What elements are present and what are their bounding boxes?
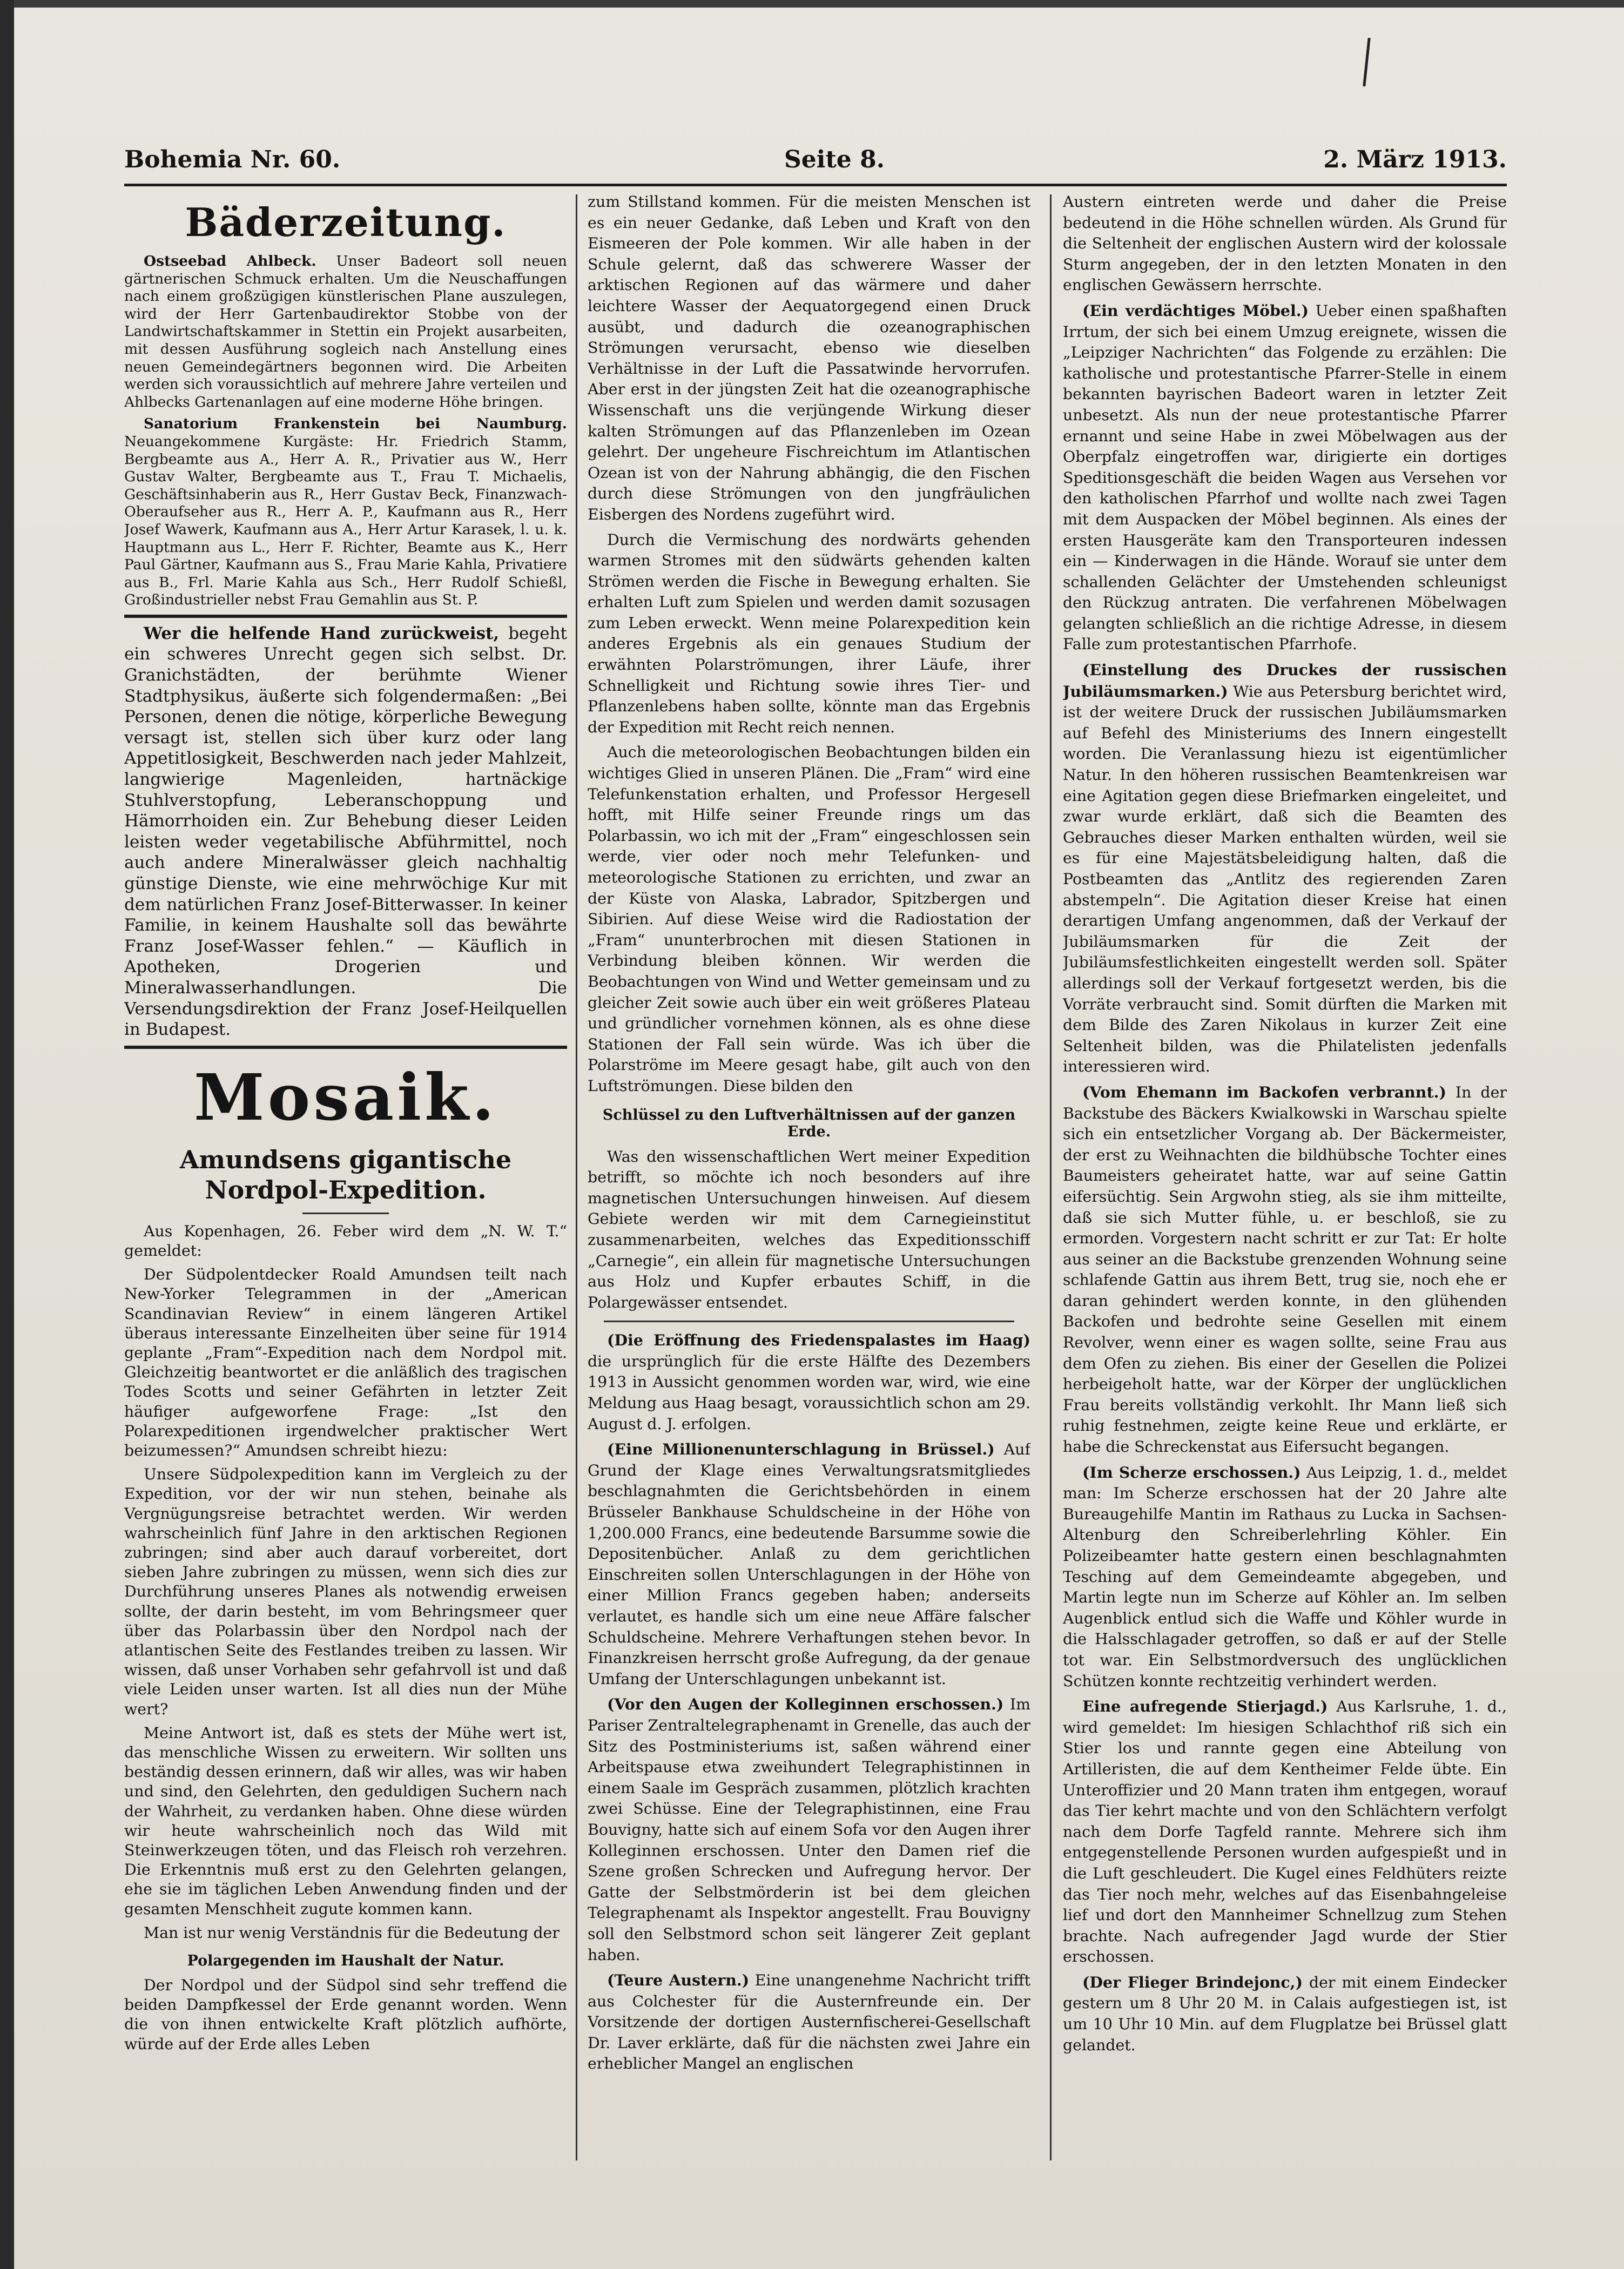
section-divider [124,615,567,618]
item-text: die ursprünglich für die erste Hälfte des Dezembers 1913 in Aussicht genommen worden war, wird, wie eine Meldung aus Haag besagt, voraussichtlich schon am 29. August d. J. erfolgen. [588,1352,1030,1433]
ad-text: begeht ein schweres Unrecht gegen sich selbst. Dr. Granichstädten, der berühmte Wiener Stadtphysikus, äußerte sich folgendermaßen: „Bei Personen, denen die nötige, körperliche Bewegung versagt ist, stellen sich über kurz oder lang Appetitlosigkeit, Beschwerden nach jeder Mahlzeit, langwierige Magenleiden, hartnäckige Stuhlverstopfung, Leberanschoppung und Hämorrhoiden ein. Zur Behebung dieser Leiden leisten weder vegetabilische Abführmittel, noch auch andere Mineralwässer gleich nachhaltig günstige Dienste, wie eine mehrwöchige Kur mit dem natürlichen Franz Josef-Bitterwasser. In keiner Familie, in keinem Haushalte soll das bewährte Franz Josef-Wasser fehlen.“ — Käuflich in Apotheken, Drogerien und Mineralwasserhandlungen. Die Versendungsdirektion der Franz Josef-Heilquellen in Budapest. [124,623,567,1040]
item-keyword: (Ein verdächtiges Möbel.) [1082,301,1309,320]
subheading: Polargegenden im Haushalt der Natur. [187,1952,504,1970]
article-paragraph: zum Stillstand kommen. Für die meisten Menschen ist es ein neuer Gedanke, daß Leben und Kraft von den Eismeeren der Pole kommen. Wir alle haben in der Schule gelernt, daß das schwerere Wasser der arktischen Regionen auf das wärmere und daher leichtere Wasser der Aequatorgegend einen Druck ausübt, und dadurch die ozeanographischen Strömungen verursacht, ebenso wie dieselben Verhältnisse in der Luft die Passatwinde hervorrufen. Aber erst in der jüngsten Zeit hat die ozeanographische Wissenschaft uns die verjüngende Wirkung dieser kalten Strömungen auf das Pflanzenleben im Ozean gelehrt. Der ungeheure Fischreichtum im Atlantischen Ozean ist von der Nahrung abhängig, die den Fischen durch diese Strömungen von den jungfräulichen Eisbergen des Nordens zugeführt wird. [588,193,1030,523]
item-text: Im Pariser Zentraltelegraphenamt in Grenelle, das auch der Sitz des Postministeriums ist, saßen während einer Arbeitspause etwa zweihundert Telegraphistinnen in einem Saale im Gespräch zusammen, plötzlich krachten zwei Schüsse. Eine der Telegraphistinnen, eine Frau Bouvigny, hatte sich auf einem Sofa vor den Augen ihrer Kolleginnen erschossen. Unter den Damen rief die Szene großen Schrecken und Aufregung hervor. Der Gatte der Selbstmörderin ist bei dem gleichen Telegraphenamt als Inspektor angestellt. Frau Bouvigny soll den Selbstmord schon seit längerer Zeit geplant haben. [588,1695,1030,1964]
newspaper-issue: Bohemia Nr. 60. [124,146,341,173]
item-keyword: (Im Scherze erschossen.) [1082,1463,1301,1482]
news-item [1063,1462,1507,1692]
news-item [1063,1082,1507,1458]
scan-edge-top [0,0,1624,8]
item-keyword: Sanatorium Frankenstein bei Naumburg. [144,415,567,433]
article-paragraph: Meine Antwort ist, daß es stets der Mühe wert ist, das menschliche Wissen zu erweitern. Wir sollten uns beständig dessen erinnern, daß wir alles, was wir haben und sind, den Gelehrten, den geduldigen Suchern nach der Wahrheit, zu verdanken haben. Ohne diese würden wir heute wahrscheinlich noch das Wild mit Steinwerkzeugen töten, und das Fleisch roh verzehren. Die Erkenntnis muß erst zu den Gelehrten gelangen, ehe sie im täglichen Leben Anwendung finden und der gesamten Menschheit zugute kommen kann. [124,1723,567,1918]
article-paragraph: Aus Kopenhagen, 26. Feber wird dem „N. W. T.“ gemeldet: [124,1222,567,1260]
article-paragraph: Man ist nur wenig Verständnis für die Bedeutung der [144,1923,560,1942]
news-item [124,253,567,411]
news-item [588,1330,1030,1435]
section-title: Bäderzeitung. [185,199,507,245]
column-rule [1050,194,1052,2160]
item-keyword: (Teure Austern.) [607,1971,750,1990]
column-1 [124,192,567,2179]
article-paragraph: Auch die meteorologischen Beobachtungen bilden ein wichtiges Glied in unseren Plänen. Die „Fram“ wird eine Telefunkenstation erhalten, und Professor Hergesell hofft, mit Hilfe seiner Freunde rings um das Polarbassin, wo ich mit der „Fram“ eingeschlossen sein werde, vier oder noch mehr Telefunken- und meteorologische Stationen zu errichten, und zwar an der Küste von Alaska, Labrador, Spitzbergen und Sibirien. Auf diese Weise wird die Radiostation der „Fram“ ununterbrochen mit diesen Stationen in Verbindung bleiben können. Wir werden die Beobachtungen von Wind und Wetter gemeinsam und zu gleicher Zeit sowie auch über ein weit größeres Plateau und gründlicher vornehmen können, als es ohne diese Stationen der Fall sein würde. Was ich über die Polarströme im Meere gesagt habe, gilt auch von den Luftströmungen. Diese bilden den [588,743,1030,1095]
item-keyword: Eine aufregende Stierjagd.) [1082,1697,1328,1716]
article-headline: Amundsens gigantische Nordpol-Expedition. [179,1144,512,1204]
news-item [588,1694,1030,1965]
news-item [588,1970,1030,2075]
item-text: Wie aus Petersburg berichtet wird, ist der weitere Druck der russischen Jubiläumsmarken auf Befehl des Ministeriums des Innern eingestellt worden. Die Veranlassung hiezu ist eigentümlicher Natur. In den höheren russischen Beamtenkreisen war eine Agitation gegen diese Briefmarken eingeleitet, und zwar wurde erklärt, daß sich die Beamten des Gebrauches dieser Marken enthalten würden, weil sie es für eine Majestätsbeleidigung halten, daß die Postbeamten das „Antlitz des regierenden Zaren abstempeln“. Die Agitation dieser Kreise hat einen derartigen Umfang angenommen, daß der Verkauf der Jubiläumsmarken für die Zeit der Jubiläumsfestlichkeiten eingestellt werden soll. Später allerdings soll der Verkauf fortgesetzt werden, bis die Vorräte verbraucht sind. Somit dürften die Marken mit dem Bilde des Zaren Nikolaus in kurzer Zeit eine Seltenheit bilden, was die Philatelisten jedenfalls interessieren wird. [1063,682,1507,1076]
column-3 [1063,192,1507,2179]
section-title: Mosaik. [194,1059,497,1135]
pen-mark [1363,38,1370,86]
item-text: der mit einem Eindecker gestern um 8 Uhr 20 M. in Calais aufgestiegen ist, ist um 10 Uhr 10 Min. auf dem Flugplatze bei Brüssel glatt gelandet. [1063,1973,1507,2054]
news-item [1063,1696,1507,1968]
article-paragraph: Durch die Vermischung des nordwärts gehenden warmen Stromes mit den südwärts gehenden kalten Strömen werden die Fische in Bewegung erhalten. Sie erhalten Luft zum Spielen und werden damit sozusagen zum Leben erweckt. Wenn meine Polarexpedition kein anderes Ergebnis als ein genaues Studium der erwähnten Polarströmungen, ihrer Läufe, ihrer Schnelligkeit und Richtung sowie ihres Tier- und Pflanzenlebens haben sollte, könnte man das Ergebnis der Expedition mit Recht reich nennen. [588,530,1030,736]
item-text: Unser Badeort soll neuen gärtnerischen Schmuck erhalten. Um die Neuschaffungen nach einem großzügigen künstlerischen Plane auszulegen, wird der Herr Gartenbaudirektor Stobbe von der Landwirtschaftskammer in Stettin ein Projekt ausarbeiten, mit dessen Ausführung sogleich nach Anstellung eines neuen Gemeindegärtners begonnen wird. Die Arbeiten werden sich voraussichtlich auf mehrere Jahre verteilen und Ahlbecks Gartenanlagen auf eine moderne Höhe bringen. [124,253,567,410]
news-item [1063,1972,1507,2056]
item-keyword: (Eine Millionenunterschlagung in Brüssel.) [607,1440,995,1459]
article-paragraph: Was den wissenschaftlichen Wert meiner Expedition betrifft, so möchte ich noch besonders auf ihre magnetischen Untersuchungen hinweisen. Auf diesem Gebiete werden wir mit dem Carnegieinstitut zusammenarbeiten, welches das Expeditionsschiff „Carnegie“, ein allein für magnetische Untersuchungen aus Holz und Kupfer erbautes Schiff, in die Polargewässer entsendet. [588,1147,1030,1311]
item-text: Eine unangenehme Nachricht trifft aus Colchester für die Austernfreunde ein. Der Vorsitzende der dortigen Austernfischerei-Gesellschaft Dr. Laver erklärte, daß für die nächsten zwei Jahre ein erheblicher Mangel an englischen [588,1971,1030,2073]
news-item [588,1439,1030,1689]
item-keyword: (Der Flieger Brindejonc,) [1082,1972,1303,1991]
page-number: Seite 8. [784,146,885,173]
item-text: Ueber einen spaßhaften Irrtum, der sich bei einem Umzug ereignete, wissen die „Leipziger Nachrichten“ das Folgende zu erzählen: Die katholische und protestantische Pfarrer-Stelle in einem bekannten bayrischen Badeort waren in letzter Zeit unbesetzt. Als nun der neue protestantische Pfarrer ernannt und seine Habe in zwei Möbelwagen aus der Oberpfalz eingetroffen war, dirigierte ein dortiges Speditionsgeschäft die beiden Wagen aus Versehen vor den katholischen Pfarrhof und wollte nach zwei Tagen mit dem Auspacken der Möbel beginnen. Als eines der ersten Hausgeräte kam den Transporteuren indessen ein — Kinderwagen in die Hände. Worauf sie unter dem schallenden Gelächter der Umstehenden schleunigst den Rückzug antraten. Die verfahrenen Möbelwagen gelangten schließlich an die richtige Adresse, in diesem Falle zum protestantischen Pfarrhofe. [1063,301,1507,654]
column-2 [588,192,1030,2179]
headline-rule [302,1213,389,1214]
item-text: Aus Leipzig, 1. d., meldet man: Im Scherze erschossen hat der 20 Jahre alte Bureaugehilfe Mantin im Rathaus zu Lucka in Sachsen-Altenburg den Schreiberlehrling Köhler. Ein Polizeibeamter hatte gestern einen beschlagnahmten Tesching auf dem Gemeindeamte abgegeben, und Martin legte nun im Scherze auf Köhler an. Im selben Augenblick entlud sich die Waffe und Köhler wurde in die Halsschlagader getroffen, so daß er auf der Stelle tot war. Ein Selbstmordversuch des unglücklichen Schützen konnte rechtzeitig verhindert werden. [1063,1463,1507,1690]
section-divider [124,1046,567,1049]
item-keyword: (Vom Ehemann im Backofen verbrannt.) [1082,1082,1446,1101]
news-item [1063,300,1507,655]
issue-date: 2. März 1913. [1323,146,1507,173]
article-paragraph: Der Südpolentdecker Roald Amundsen teilt nach New-Yorker Telegrammen in der „American Scandinavian Review“ in einem längeren Artikel überaus interessante Einzelheiten über seine für 1914 geplante „Fram“-Expedition nach dem Nordpol mit. Gleichzeitig beantwortet er die anläßlich des tragischen Todes Scotts und seiner Gefährten in letzter Zeit häufiger aufgeworfene Frage: „Ist den Polarexpeditionen irgendwelcher praktischer Wert beizumessen?“ Amundsen schreibt hiezu: [124,1265,567,1459]
item-text: Auf Grund der Klage eines Verwaltungsratsmitgliedes beschlagnahmten die Gerichtsbehörden in einem Brüsseler Bankhause Schuldscheine in der Höhe von 1,200.000 Francs, eine bedeutende Barsumme sowie die Depositenbücher. Anlaß zu dem gerichtlichen Einschreiten sollen Unterschlagungen in der Höhe von einer Million Francs gegeben haben; anderseits verlautet, es handle sich um eine neue Affäre falscher Schuldscheine. Mehrere Verhaftungen stehen bevor. In Finanzkreisen herrscht große Aufregung, da der genaue Umfang der Unterschlagungen unbekannt ist. [588,1440,1030,1688]
advertisement [124,623,567,1040]
news-item [1063,659,1507,1078]
news-item-continued: Austern eintreten werde und daher die Preise bedeutend in die Höhe schnellen würden. Als Grund für die Seltenheit der englischen Austern wird der kolossale Sturm angegeben, der in den letzten Monaten in den englischen Gewässern herrschte. [1063,193,1507,294]
running-header [124,146,1507,184]
item-text: Aus Karlsruhe, 1. d., wird gemeldet: Im hiesigen Schlachthof riß sich ein Stier los und rannte gegen eine Abteilung von Artilleristen, die auf dem Kentheimer Felde übte. Ein Unteroffizier und 20 Mann traten ihm entgegen, worauf das Tier kehrt machte und von den Schlächtern verfolgt nach dem Dorfe Tagfeld rannte. Mehrere sich ihm entgegenstellende Personen wurden aufgespießt und in die Luft geschleudert. Die Kugel eines Feldhüters reizte das Tier noch mehr, welches auf das Eisenbahngeleise lief und dort den Mannheimer Schnellzug zum Stehen brachte. Nach aufregender Jagd wurde der Stier erschossen. [1063,1698,1507,1966]
scan-edge-left [0,0,14,2269]
column-rule [576,194,577,2160]
subheading: Schlüssel zu den Luftverhältnissen auf der ganzen Erde. [602,1106,1016,1140]
item-divider [604,1321,1014,1322]
news-item [124,415,567,609]
ad-keyword: Wer die helfende Hand zurückweist, [144,623,500,643]
header-rule [124,184,1507,186]
item-keyword: (Vor den Augen der Kolleginnen erschossen.) [607,1695,1004,1714]
item-keyword: (Die Eröffnung des Friedenspalastes im Haag) [607,1331,1030,1350]
article-paragraph: Der Nordpol und der Südpol sind sehr treffend die beiden Dampfkessel der Erde genannt worden. Wenn die von ihnen entwickelte Kraft plötzlich aufhörte, würde auf der Erde alles Leben [124,1976,567,2053]
item-text: Neuangekommene Kurgäste: Hr. Friedrich Stamm, Bergbeamte aus A., Herr A. R., Privatier aus W., Herr Gustav Walter, Bergbeamte aus T., Frau T. Michaelis, Geschäftsinhaberin aus R., Herr Gustav Beck, Finanzwach-Oberaufseher aus R., Herr A. P., Kaufmann aus R., Herr Josef Wawerk, Kaufmann aus A., Herr Artur Karasek, l. u. k. Hauptmann aus L., Herr F. Richter, Beamte aus K., Herr Paul Gärtner, Kaufmann aus S., Frau Marie Kahla, Privatiere aus B., Frl. Marie Kahla aus Sch., Herr Rudolf Schießl, Großindustrieller nebst Frau Gemahlin aus St. P. [124,433,567,609]
item-text: In der Backstube des Bäckers Kwialkowski in Warschau spielte sich ein entsetzlicher Vorgang ab. Der Bäckermeister, der erst zu Weihnachten die bildhübsche Tochter eines Baumeisters geheiratet hatte, war auf seine Gattin eifersüchtig. Sein Argwohn stieg, als sie ihm mitteilte, daß sie sich Mutter fühle, u. er beschloß, sie zu ermorden. Vorgestern nacht schritt er zur Tat: Er holte aus seiner an die Backstube grenzenden Wohnung seine schlafende Gattin aus ihrem Bett, trug sie, noch ehe er daran gehindert werden konnte, in den glühenden Backofen und bedrohte seine Gesellen mit einem Revolver, wenn einer es wagen sollte, seine Frau aus dem Ofen zu ziehen. Bis einer der Gesellen die Polizei herbeigeholt hatte, war der Körper der unglücklichen Frau bereits vollständig verkohlt. Ihr Mann ließ sich ruhig festnehmen, zeigte keine Reue und erklärte, er habe die Schreckenstat aus Eifersucht begangen. [1063,1083,1507,1456]
item-keyword: (Einstellung des Druckes der russischen Jubiläumsmarken.) [1063,661,1507,701]
item-keyword: Ostseebad Ahlbeck. [144,253,316,270]
article-paragraph: Unsere Südpolexpedition kann im Vergleich zu der Expedition, vor der wir nun stehen, beinahe als Vergnügungsreise betrachtet werden. Wir werden wahrscheinlich fünf Jahre in den arktischen Regionen zubringen; sind aber auch darauf vorbereitet, dort sieben Jahre zubringen zu müssen, wenn sich dies zur Durchführung unseres Planes als notwendig erweisen sollte, der darin besteht, im vom Behringsmeer quer über das Polarbassin über den Nordpol nach der atlantischen Seite des Festlandes treiben zu lassen. Wir wissen, daß unser Vorhaben sehr gefahrvoll ist und daß viele Leiden unser warten. Ist all dies nun der Mühe wert? [124,1465,567,1718]
